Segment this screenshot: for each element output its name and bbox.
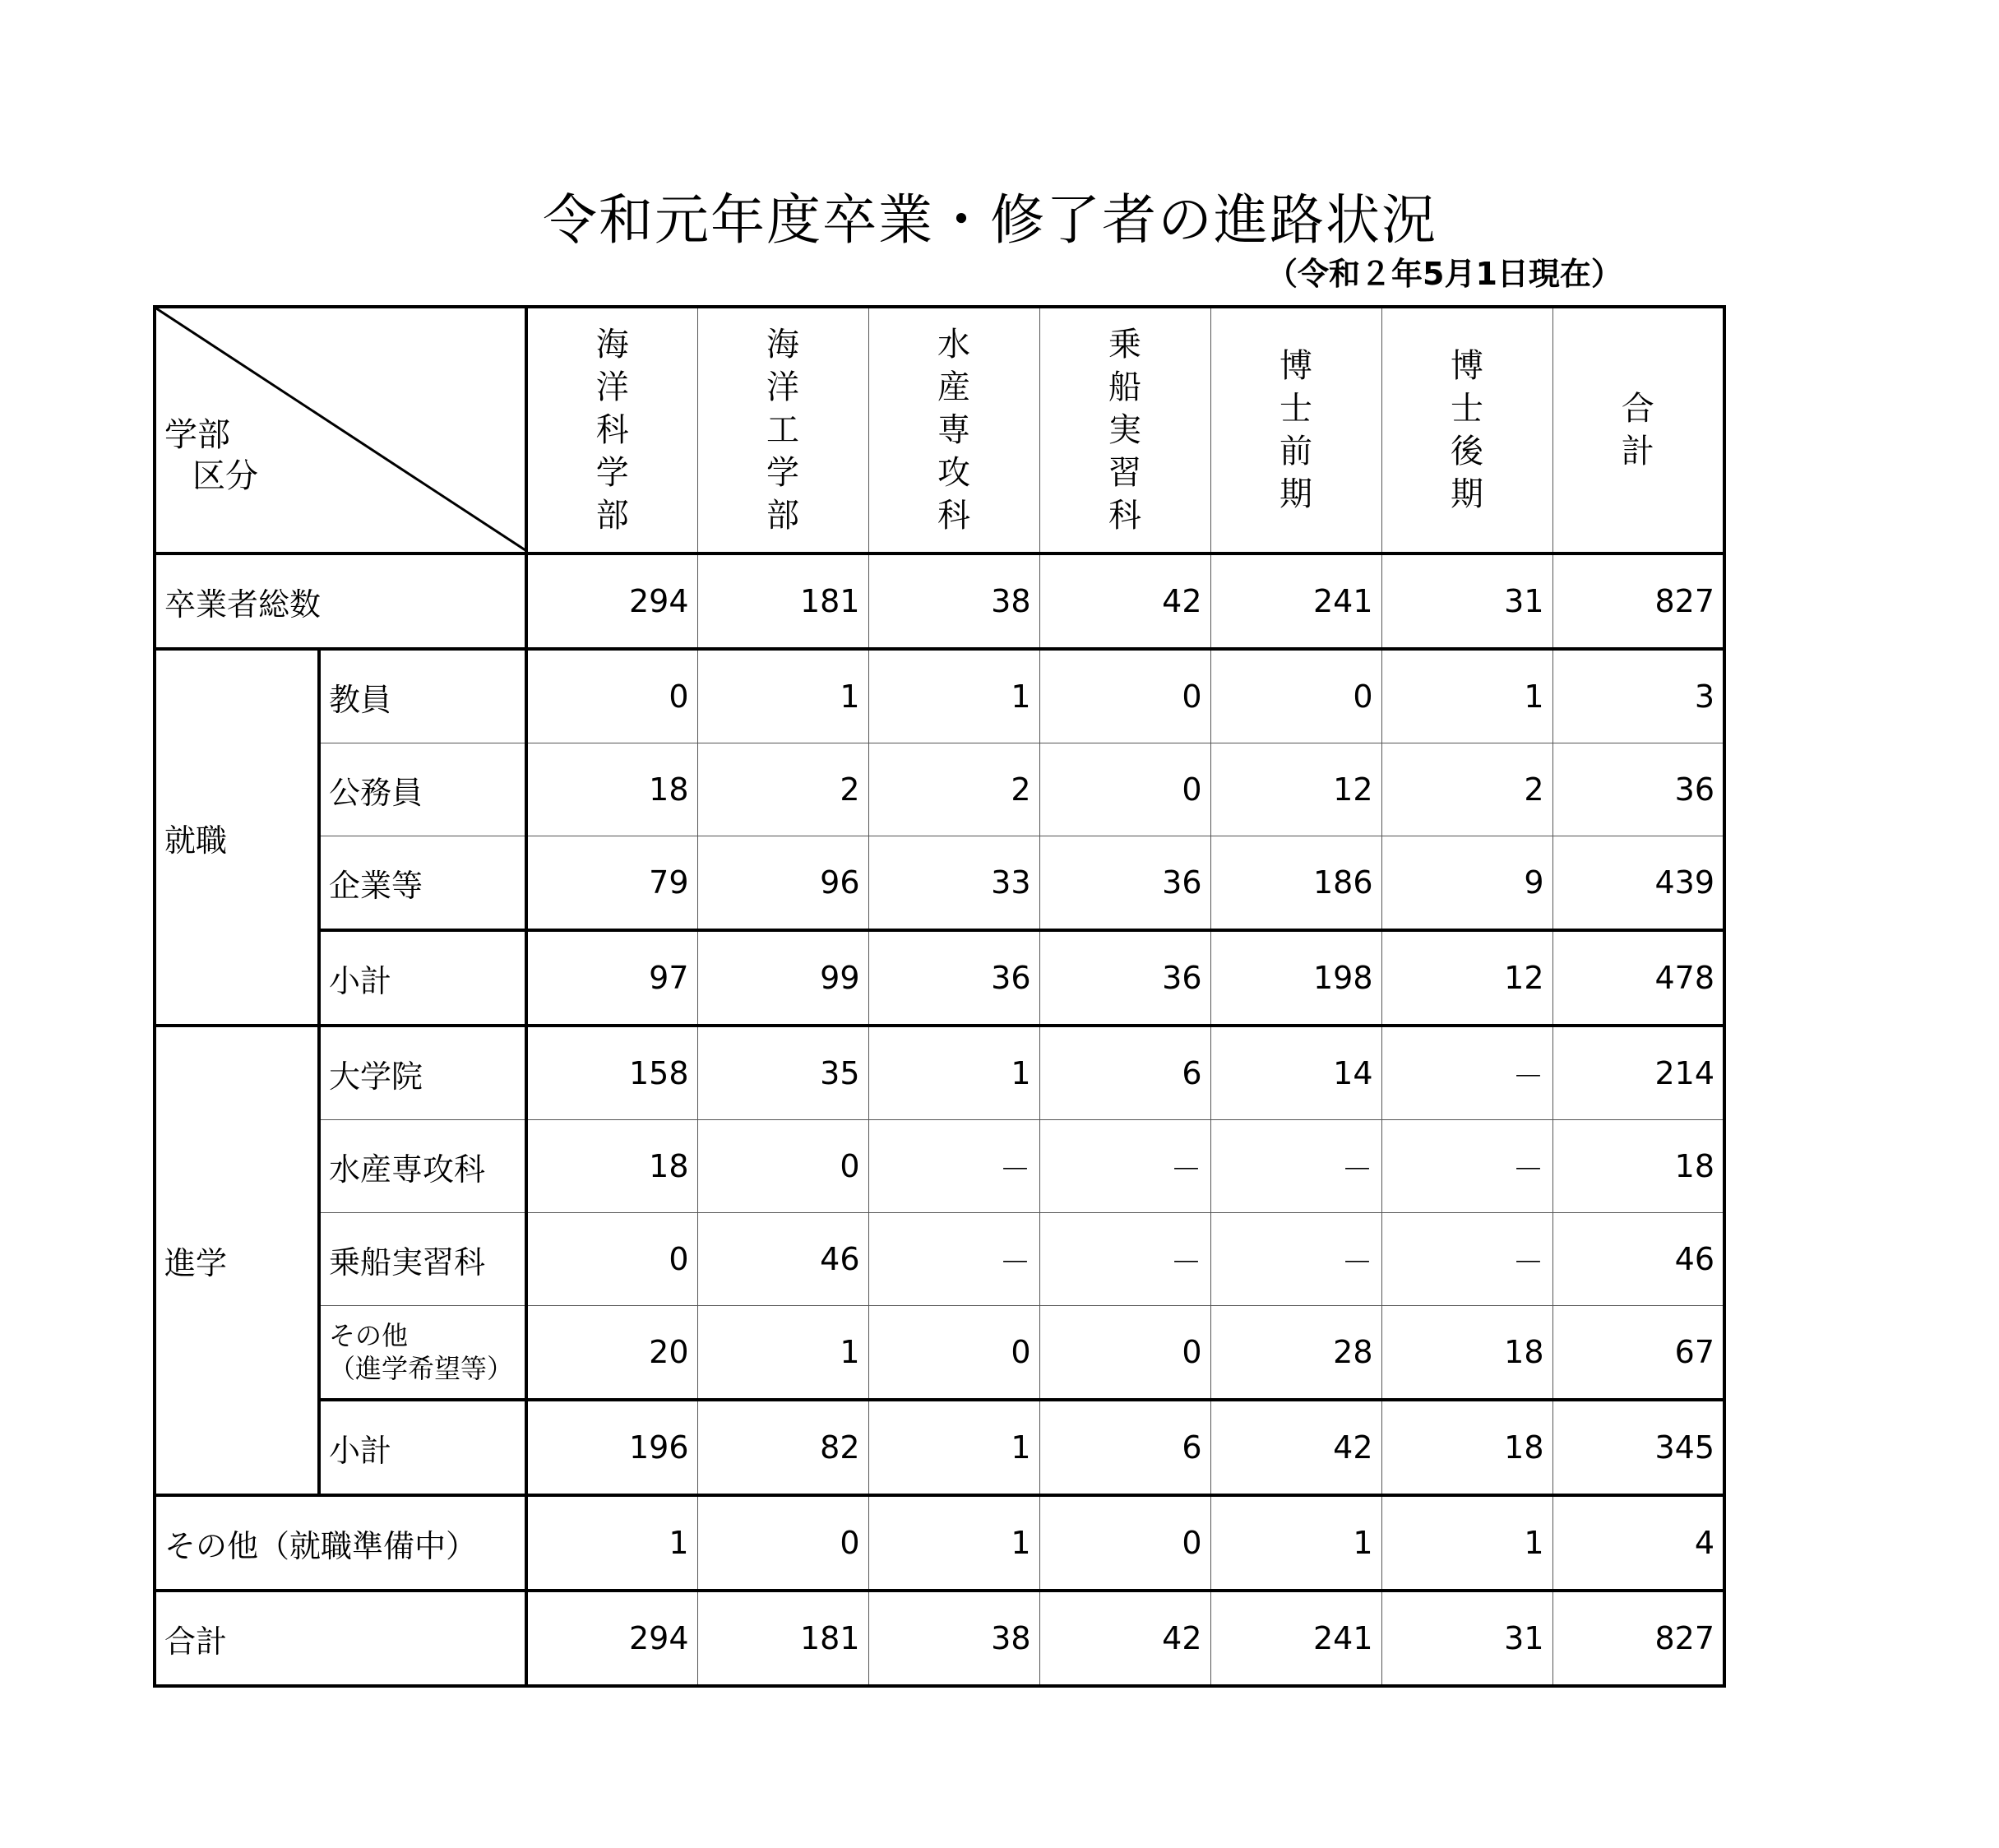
cell: 38 [868,553,1039,649]
row-label: 小計 [319,930,526,1026]
cell: 827 [1552,1591,1724,1686]
cell: 31 [1381,1591,1552,1686]
faculty-axis-label: 学部 [164,416,230,454]
cell: 42 [1210,1400,1381,1495]
cell: － [1210,1120,1381,1213]
cell: 1 [868,1026,1039,1120]
cell: 827 [1552,553,1724,649]
page-title: 令和元年度卒業・修了者の進路状況 [543,188,1437,252]
cell: 1 [697,649,868,743]
cell: － [1381,1026,1552,1120]
cell: － [1210,1213,1381,1306]
table-row [155,1120,1724,1213]
cell: 12 [1210,743,1381,836]
cell: 42 [1039,1591,1210,1686]
cell: 0 [1039,743,1210,836]
cell: 345 [1552,1400,1724,1495]
cell: 0 [526,649,697,743]
group-label-further-study: 進学 [155,1026,319,1495]
cell: 3 [1552,649,1724,743]
table-row [155,743,1724,836]
cell: 196 [526,1400,697,1495]
col-header-4 [1210,307,1381,553]
cell: 0 [1039,1306,1210,1401]
cell: 241 [1210,553,1381,649]
cell: 18 [1381,1306,1552,1401]
cell: 20 [526,1306,697,1401]
cell: 14 [1210,1026,1381,1120]
col-header-6 [1552,307,1724,553]
row-label: 公務員 [319,743,526,836]
col-header-label: 海洋科学部 [595,326,629,535]
cell: 42 [1039,553,1210,649]
category-axis-label: 区分 [192,457,258,495]
row-label: 卒業者総数 [155,553,526,649]
table-row [155,1306,1724,1401]
cell: 31 [1381,553,1552,649]
cell: 46 [697,1213,868,1306]
cell: 35 [697,1026,868,1120]
cell: － [868,1213,1039,1306]
cell: 36 [1039,930,1210,1026]
row-label: 教員 [319,649,526,743]
as-of-date: （令和２年5月1日現在） [1266,256,1622,292]
table-row [155,836,1724,931]
cell: 46 [1552,1213,1724,1306]
career-status-table [153,305,1726,1688]
col-header-label: 乗船実習科 [1108,326,1141,535]
cell: 0 [697,1120,868,1213]
cell: 33 [868,836,1039,931]
cell: 18 [1552,1120,1724,1213]
cell: 1 [1210,1495,1381,1591]
col-header-label: 博士前期 [1279,347,1312,513]
cell: － [868,1120,1039,1213]
cell: 0 [526,1213,697,1306]
cell: 18 [526,1120,697,1213]
cell: － [1039,1213,1210,1306]
cell: 36 [1039,836,1210,931]
cell: 36 [868,930,1039,1026]
table-row [155,1213,1724,1306]
cell: 6 [1039,1026,1210,1120]
group-label-employment: 就職 [155,649,319,1026]
col-header-label: 水産専攻科 [937,326,970,535]
cell: 36 [1552,743,1724,836]
cell: 181 [697,1591,868,1686]
cell: 18 [526,743,697,836]
cell: 0 [1039,1495,1210,1591]
row-label: 小計 [319,1400,526,1495]
col-header-label: 海洋工学部 [766,326,799,535]
cell: 2 [1381,743,1552,836]
cell: 97 [526,930,697,1026]
col-header-2 [868,307,1039,553]
row-label: 企業等 [319,836,526,931]
cell: 294 [526,553,697,649]
cell: 0 [697,1495,868,1591]
col-header-0 [526,307,697,553]
cell: 12 [1381,930,1552,1026]
cell: 1 [868,1400,1039,1495]
row-label [319,1306,526,1401]
cell: 1 [526,1495,697,1591]
table-row [155,930,1724,1026]
corner-header [155,307,526,553]
table-row [155,1026,1724,1120]
row-label: 合計 [155,1591,526,1686]
cell: 198 [1210,930,1381,1026]
cell: 82 [697,1400,868,1495]
cell: － [1381,1120,1552,1213]
cell: 96 [697,836,868,931]
cell: 0 [1210,649,1381,743]
table-row [155,1400,1724,1495]
cell: 38 [868,1591,1039,1686]
cell: 99 [697,930,868,1026]
cell: 1 [868,1495,1039,1591]
col-header-1 [697,307,868,553]
row-label: その他（就職準備中） [155,1495,526,1591]
cell: 186 [1210,836,1381,931]
table-row [155,1495,1724,1591]
cell: 28 [1210,1306,1381,1401]
row-label: 水産専攻科 [319,1120,526,1213]
cell: 439 [1552,836,1724,931]
row-label-line2: （進学希望等） [329,1353,514,1384]
col-header-5 [1381,307,1552,553]
table-row [155,553,1724,649]
cell: 478 [1552,930,1724,1026]
cell: 2 [697,743,868,836]
cell: － [1381,1213,1552,1306]
cell: 1 [1381,649,1552,743]
cell: 67 [1552,1306,1724,1401]
cell: 214 [1552,1026,1724,1120]
row-label: 大学院 [319,1026,526,1120]
cell: 1 [868,649,1039,743]
cell: 79 [526,836,697,931]
cell: 18 [1381,1400,1552,1495]
cell: 2 [868,743,1039,836]
table-row [155,649,1724,743]
cell: 6 [1039,1400,1210,1495]
cell: 294 [526,1591,697,1686]
cell: 0 [1039,649,1210,743]
cell: 158 [526,1026,697,1120]
col-header-label: 博士後期 [1451,347,1483,513]
cell: 181 [697,553,868,649]
cell: － [1039,1120,1210,1213]
row-label: 乗船実習科 [319,1213,526,1306]
table-row [155,1591,1724,1686]
cell: 4 [1552,1495,1724,1591]
header-row [155,307,1724,553]
cell: 241 [1210,1591,1381,1686]
col-header-3 [1039,307,1210,553]
row-label-line1: その他 [329,1320,409,1351]
cell: 1 [697,1306,868,1401]
cell: 0 [868,1306,1039,1401]
cell: 1 [1381,1495,1552,1591]
col-header-label: 合計 [1621,390,1654,470]
cell: 9 [1381,836,1552,931]
